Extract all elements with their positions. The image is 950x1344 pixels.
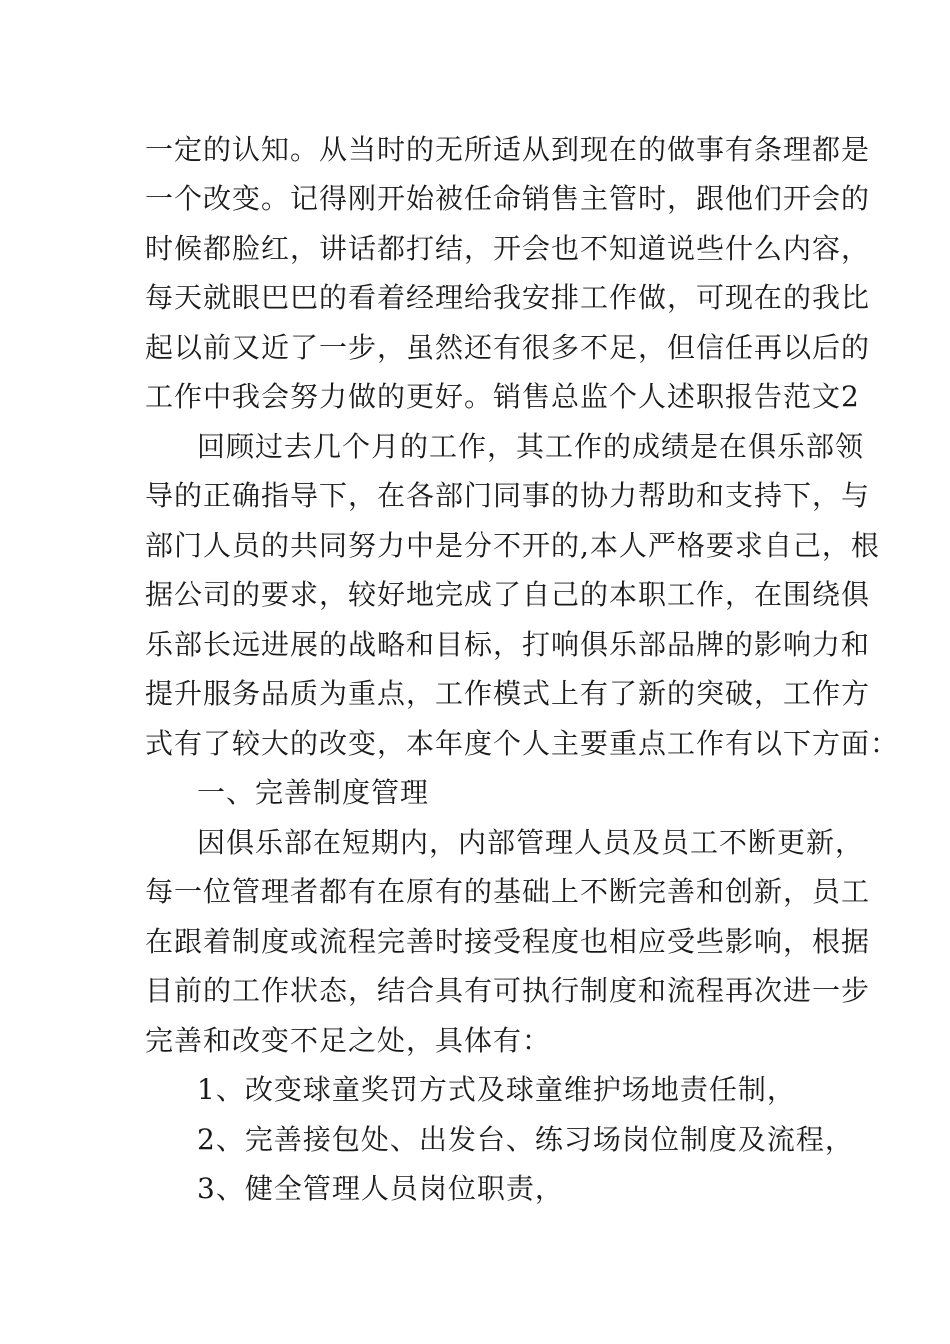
text-line: 乐部长远进展的战略和目标，打响俱乐部品牌的影响力和 bbox=[145, 628, 871, 661]
text-line: 一个改变。记得刚开始被任命销售主管时，跟他们开会的 bbox=[145, 182, 871, 215]
text-line: 每一位管理者都有在原有的基础上不断完善和创新，员工 bbox=[145, 875, 871, 908]
text-line: 一定的认知。从当时的无所适从到现在的做事有条理都是 bbox=[145, 133, 871, 166]
text-line: 目前的工作状态，结合具有可执行制度和流程再次进一步 bbox=[145, 974, 871, 1007]
list-item: 3、健全管理人员岗位职责， bbox=[197, 1172, 564, 1205]
text-line: 式有了较大的改变，本年度个人主要重点工作有以下方面： bbox=[145, 727, 900, 760]
section-heading: 一、完善制度管理 bbox=[197, 776, 430, 809]
list-item: 1、改变球童奖罚方式及球童维护场地责任制， bbox=[197, 1073, 796, 1106]
text-line: 每天就眼巴巴的看着经理给我安排工作做，可现在的我比 bbox=[145, 281, 871, 314]
list-item: 2、完善接包处、出发台、练习场岗位制度及流程， bbox=[197, 1123, 854, 1156]
text-line: 起以前又近了一步，虽然还有很多不足，但信任再以后的 bbox=[145, 331, 871, 364]
text-line: 导的正确指导下，在各部门同事的协力帮助和支持下，与 bbox=[145, 479, 871, 512]
text-line: 提升服务品质为重点，工作模式上有了新的突破，工作方 bbox=[145, 677, 871, 710]
text-line: 完善和改变不足之处，具体有： bbox=[145, 1024, 552, 1057]
paragraph-first-line: 因俱乐部在短期内，内部管理人员及员工不断更新， bbox=[197, 826, 865, 859]
text-line: 在跟着制度或流程完善时接受程度也相应受些影响，根据 bbox=[145, 925, 871, 958]
text-line: 工作中我会努力做的更好。销售总监个人述职报告范文2 bbox=[145, 380, 860, 413]
text-line: 部门人员的共同努力中是分不开的,本人严格要求自己，根 bbox=[145, 529, 880, 562]
text-line: 时候都脸红，讲话都打结，开会也不知道说些什么内容， bbox=[145, 232, 871, 265]
text-line: 据公司的要求，较好地完成了自己的本职工作，在围绕俱 bbox=[145, 578, 871, 611]
paragraph-first-line: 回顾过去几个月的工作，其工作的成绩是在俱乐部领 bbox=[197, 430, 865, 463]
